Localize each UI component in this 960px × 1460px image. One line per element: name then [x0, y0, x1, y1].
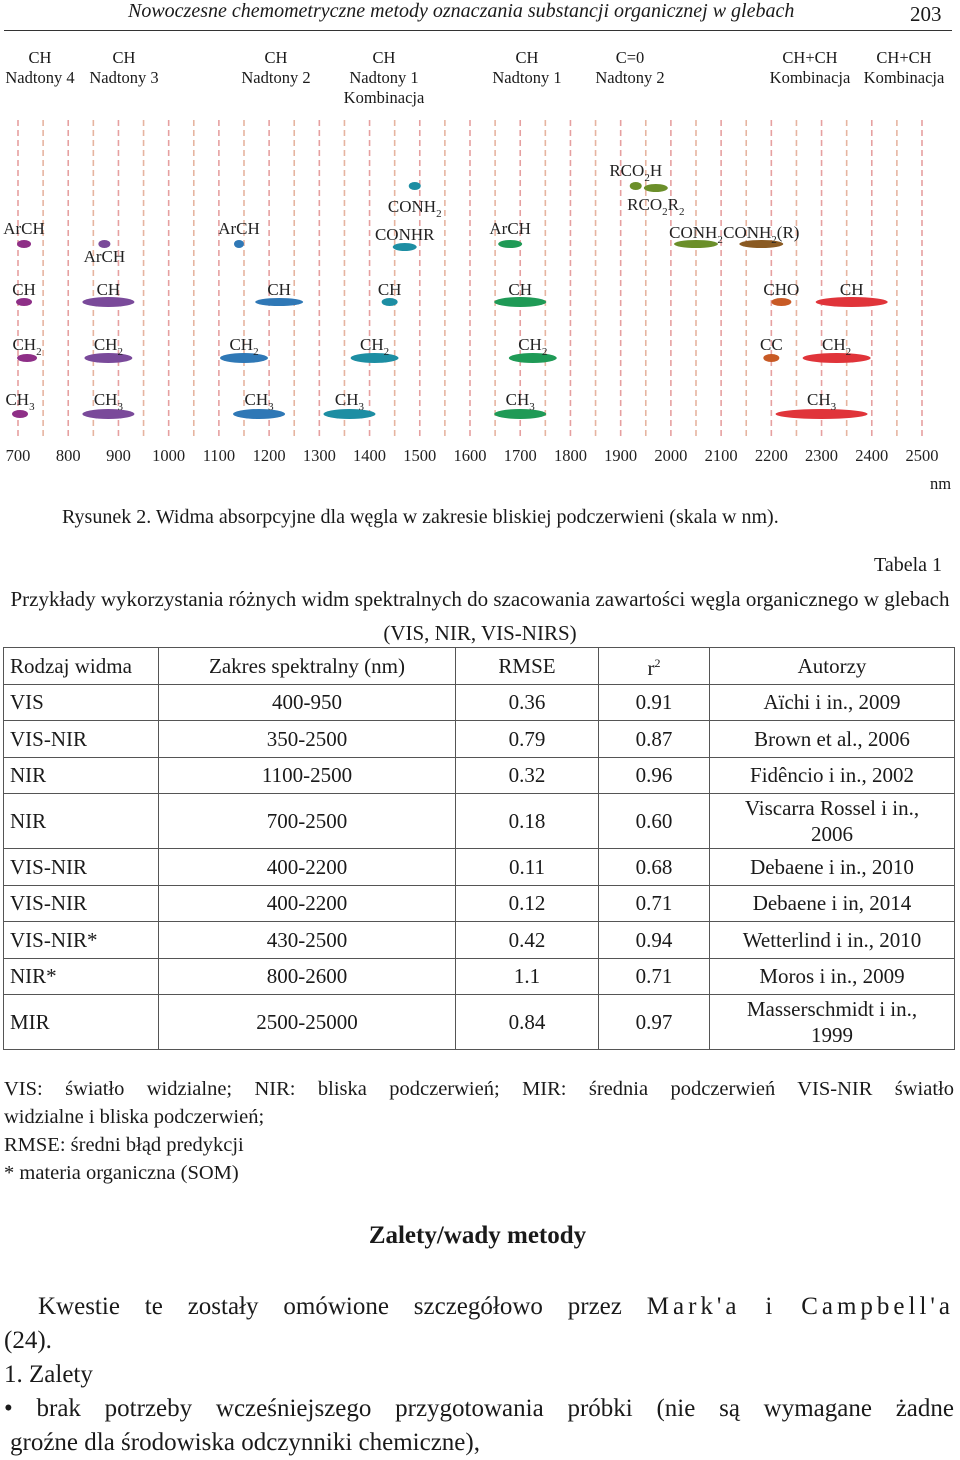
- table-notes: [4, 1075, 954, 1187]
- table-cell: 1.1: [456, 958, 599, 995]
- table-cell: Aïchi i in., 2009: [710, 684, 955, 721]
- band-mark: [16, 298, 32, 306]
- axis-tick-label: 2200: [754, 446, 788, 465]
- band-mark: [409, 182, 421, 190]
- table-cell: 0.18: [456, 794, 599, 849]
- band-label: ArCH: [489, 219, 531, 238]
- table-number: Tabela 1: [874, 554, 943, 576]
- table-cell: 400-950: [159, 684, 456, 721]
- band-label: CH: [839, 280, 864, 299]
- band-group-label: C=0 Nadtony 2: [595, 48, 665, 87]
- table-cell: 430-2500: [159, 922, 456, 959]
- table-cell: 0.12: [456, 885, 599, 922]
- band-label: $CONH_2(R)$: [723, 223, 800, 246]
- table-cell: Fidêncio i in., 2002: [710, 757, 955, 794]
- table-cell: 0.11: [456, 849, 599, 886]
- axis-tick-label: 900: [106, 446, 131, 465]
- axis-tick-label: 2100: [704, 446, 738, 465]
- table-row: [4, 684, 955, 721]
- band-mark: [82, 409, 134, 419]
- band-label: CH: [508, 280, 533, 299]
- band-mark: [776, 409, 868, 419]
- band-mark: [220, 353, 268, 363]
- table-cell: 350-2500: [159, 721, 456, 758]
- band-group-label: CH Nadtony 2: [241, 48, 311, 87]
- band-group-label: CH+CH Kombinacja: [863, 48, 945, 87]
- axis-tick-label: 1500: [403, 446, 437, 465]
- band-group-label: CH Nadtony 1: [492, 48, 562, 87]
- table-cell: 0.36: [456, 684, 599, 721]
- band-mark: [644, 184, 668, 192]
- data-table: [3, 647, 955, 1050]
- band-mark: [803, 353, 871, 363]
- table-row: [4, 922, 955, 959]
- table-cell: 0.71: [599, 958, 710, 995]
- table-cell: NIR*: [4, 958, 159, 995]
- band-label: $CH_2$: [229, 335, 259, 358]
- band-mark: [84, 353, 132, 363]
- band-mark: [233, 409, 285, 419]
- column-header: $r^2$: [599, 648, 710, 685]
- running-head: Nowoczesne chemometryczne metody oznaczania substancji organicznej w glebach: [128, 0, 795, 22]
- axis-tick-label: 1600: [453, 446, 487, 465]
- band-mark: [494, 409, 546, 419]
- band-mark: [323, 409, 375, 419]
- band-label: CC: [759, 335, 783, 354]
- table-cell: NIR: [4, 757, 159, 794]
- table-row: [4, 721, 955, 758]
- table-cell: MIR: [4, 995, 159, 1050]
- band-label: $CH_3$: [806, 390, 837, 413]
- axis-tick-label: 1700: [503, 446, 537, 465]
- band-label: CH: [267, 280, 291, 299]
- band-label: $RCO_2R_2$: [627, 195, 685, 218]
- table-cell: VIS-NIR: [4, 849, 159, 886]
- table-cell: 1100-2500: [159, 757, 456, 794]
- column-header: RMSE: [456, 648, 599, 685]
- table-cell: 0.84: [456, 995, 599, 1050]
- band-group-label: CH Nadtony 1 Kombinacja: [343, 48, 425, 107]
- note-line: widzialne i bliska podczerwień;: [4, 1106, 265, 1128]
- band-label: ArCH: [83, 247, 126, 266]
- axis-tick-label: 1100: [202, 446, 236, 465]
- axis-tick-label: 2400: [855, 446, 889, 465]
- table-cell: 0.87: [599, 721, 710, 758]
- page-number: 203: [910, 2, 942, 26]
- table-row: [4, 995, 955, 1050]
- band-mark: [12, 410, 28, 418]
- band-mark: [498, 240, 522, 248]
- nir-spectra-chart: [0, 110, 960, 480]
- band-mark: [17, 240, 31, 248]
- note-line: RMSE: średni błąd predykcji: [4, 1134, 244, 1156]
- band-label: $CH_2$: [822, 335, 852, 358]
- band-label: CH: [12, 280, 36, 299]
- band-label: $CH_2$: [12, 335, 42, 358]
- table-cell: 700-2500: [159, 794, 456, 849]
- band-mark: [630, 182, 642, 190]
- axis-tick-label: 1000: [152, 446, 186, 465]
- axis-tick-label: 2300: [805, 446, 839, 465]
- column-header: Rodzaj widma: [4, 648, 159, 685]
- band-label: $CH_3$: [334, 390, 365, 413]
- band-group-label: CH Nadtony 4: [5, 48, 75, 87]
- band-group-label: CH+CH Kombinacja: [769, 48, 851, 87]
- band-label: $CONH_2$: [669, 223, 723, 246]
- table-cell: 0.97: [599, 995, 710, 1050]
- note-line: VIS: światło widzialne; NIR: bliska podczerwień; MIR: średnia podczerwień VIS-NIR światło: [4, 1078, 954, 1100]
- table-row: [4, 958, 955, 995]
- axis-tick-label: 1400: [353, 446, 387, 465]
- band-label: CHO: [763, 280, 800, 299]
- body-text: [4, 1290, 954, 1460]
- list-heading: 1. Zalety: [4, 1361, 93, 1388]
- band-label: $CH_2$: [518, 335, 548, 358]
- table-cell: 2500-25000: [159, 995, 456, 1050]
- band-mark: [255, 298, 303, 306]
- band-label: $CONH_2$: [387, 197, 442, 220]
- band-label: $CH_3$: [5, 390, 35, 413]
- band-label: ArCH: [3, 219, 45, 238]
- axis-tick-label: 1800: [553, 446, 587, 465]
- table-cell: 0.94: [599, 922, 710, 959]
- table-cell: 800-2600: [159, 958, 456, 995]
- band-label: ArCH: [218, 219, 260, 238]
- band-label: $CH_2$: [360, 335, 390, 358]
- band-mark: [17, 354, 37, 362]
- table-cell: 0.96: [599, 757, 710, 794]
- band-mark: [393, 243, 417, 251]
- band-label: CH: [377, 280, 402, 299]
- table-cell: Wetterlind i in., 2010: [710, 922, 955, 959]
- table-cell: 0.79: [456, 721, 599, 758]
- table-cell: VIS-NIR: [4, 885, 159, 922]
- table-cell: VIS-NIR*: [4, 922, 159, 959]
- table-cell: Debaene i in, 2014: [710, 885, 955, 922]
- table-title: Przykłady wykorzystania różnych widm spektralnych do szacowania zawartości węgla organicznego w glebach (VIS, NIR, VIS-NIRS): [10, 587, 950, 645]
- table-cell: 400-2200: [159, 849, 456, 886]
- author-name: Campbell'a: [801, 1293, 955, 1320]
- column-header: Autorzy: [710, 648, 955, 685]
- author-name: Mark'a: [646, 1293, 741, 1320]
- band-label: $CH_3$: [505, 390, 535, 413]
- column-header: Zakres spektralny (nm): [159, 648, 456, 685]
- section-heading: Zalety/wady metody: [368, 1222, 587, 1249]
- table-row: [4, 757, 955, 794]
- table-cell: 0.68: [599, 849, 710, 886]
- note-line: * materia organiczna (SOM): [4, 1162, 239, 1184]
- table-cell: Brown et al., 2006: [710, 721, 955, 758]
- axis-tick-label: 2000: [654, 446, 688, 465]
- table-cell: 400-2200: [159, 885, 456, 922]
- band-mark: [763, 354, 779, 362]
- band-label: $CH_3$: [93, 390, 123, 413]
- band-label: CH: [96, 280, 121, 299]
- table-cell: Moros i in., 2009: [710, 958, 955, 995]
- band-label: $RCO_2H$: [609, 161, 663, 184]
- table-cell: Viscarra Rossel i in., 2006: [710, 794, 955, 849]
- axis-tick-label: 1300: [302, 446, 336, 465]
- table-cell: 0.91: [599, 684, 710, 721]
- table-cell: 0.60: [599, 794, 710, 849]
- axis-tick-label: 800: [55, 446, 81, 465]
- axis-tick-label: 700: [5, 446, 31, 465]
- band-label: $CH_3$: [244, 390, 274, 413]
- axis-tick-label: 1900: [604, 446, 638, 465]
- bullet-item-continued: groźne dla środowiska odczynniki chemiczne),: [10, 1429, 480, 1456]
- header-rule: [4, 30, 952, 31]
- band-label: CONHR: [374, 225, 435, 244]
- band-group-label: CH Nadtony 3: [89, 48, 159, 87]
- table-cell: VIS-NIR: [4, 721, 159, 758]
- band-mark: [509, 353, 557, 363]
- bullet-item: • brak potrzeby wcześniejszego przygotowania próbki (nie są wymagane żadne: [4, 1395, 954, 1422]
- band-label: $CH_2$: [93, 335, 123, 358]
- table-row: [4, 794, 955, 849]
- band-mark: [234, 240, 244, 248]
- table-row: [4, 849, 955, 886]
- axis-tick-label: 1200: [252, 446, 286, 465]
- table-row: [4, 885, 955, 922]
- table-cell: NIR: [4, 794, 159, 849]
- band-mark: [351, 353, 399, 363]
- table-cell: 0.32: [456, 757, 599, 794]
- table-cell: VIS: [4, 684, 159, 721]
- band-mark: [771, 298, 791, 306]
- axis-unit-label: nm: [930, 474, 952, 493]
- band-mark: [382, 298, 398, 306]
- table-cell: Debaene i in., 2010: [710, 849, 955, 886]
- table-header-row: [4, 648, 955, 685]
- paragraph-end: (24).: [4, 1327, 52, 1354]
- paragraph: Kwestie te zostały omówione szczegółowo przez Mark'a i Campbell'a: [38, 1293, 955, 1320]
- axis-tick-label: 2500: [905, 446, 939, 465]
- table-cell: 0.42: [456, 922, 599, 959]
- table-cell: 0.71: [599, 885, 710, 922]
- table-cell: Masserschmidt i in., 1999: [710, 995, 955, 1050]
- figure-caption: Rysunek 2. Widma absorpcyjne dla węgla w zakresie bliskiej podczerwieni (skala w nm).: [62, 506, 779, 528]
